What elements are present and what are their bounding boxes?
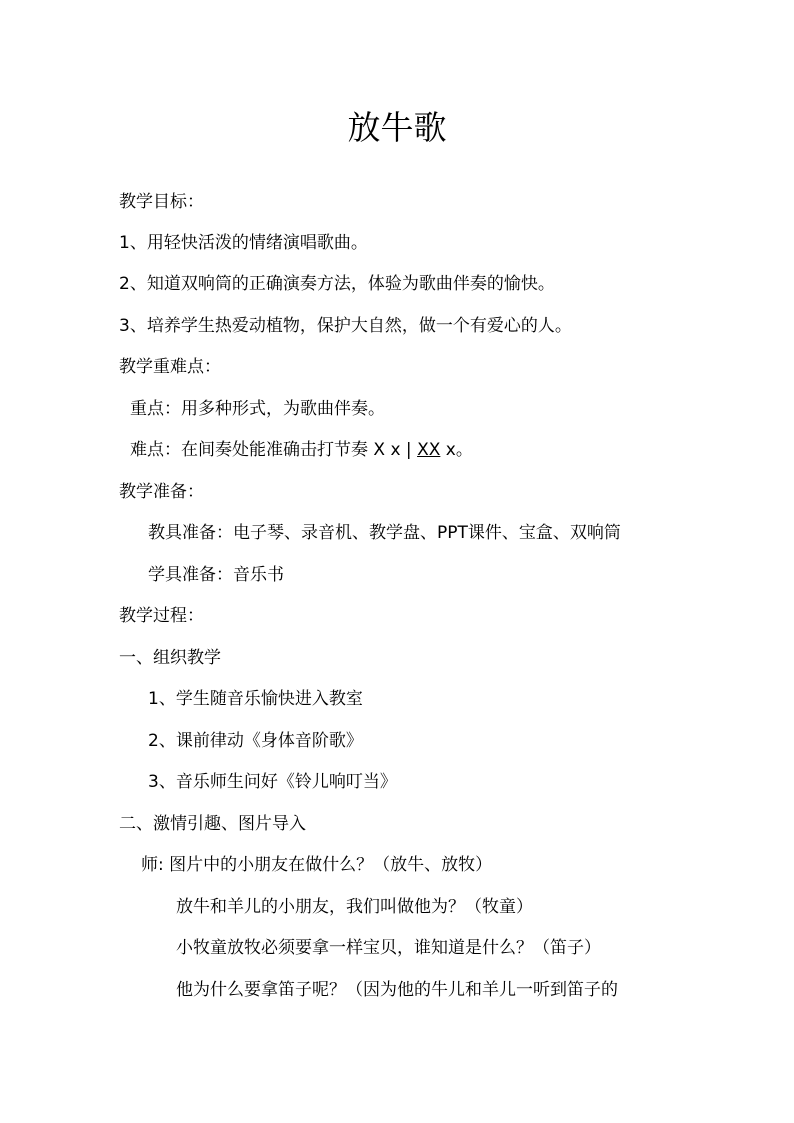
preparation-student-aids: 学具准备：音乐书 <box>148 565 284 585</box>
objective-3: 3、培养学生热爱动植物，保护大自然，做一个有爱心的人。 <box>119 316 572 336</box>
preparation-heading: 教学准备： <box>119 482 204 502</box>
objective-2: 2、知道双响筒的正确演奏方法，体验为歌曲伴奏的愉快。 <box>119 274 555 294</box>
part1-item-2: 2、课前律动《身体音阶歌》 <box>148 731 363 751</box>
process-heading: 教学过程： <box>119 606 204 626</box>
part2-heading: 二、激情引趣、图片导入 <box>119 814 306 834</box>
part1-item-1: 1、学生随音乐愉快进入教室 <box>148 689 363 709</box>
objectives-heading: 教学目标： <box>119 192 204 212</box>
difficulty-underlined-rhythm: XX <box>417 440 441 460</box>
difficulty-suffix: x。 <box>440 440 473 460</box>
part2-teacher-question: 师: 图片中的小朋友在做什么？（放牛、放牧） <box>141 855 493 875</box>
part2-line-1: 放牛和羊儿的小朋友，我们叫做他为？（牧童） <box>176 897 533 917</box>
objective-1: 1、用轻快活泼的情绪演唱歌曲。 <box>119 233 368 253</box>
page-title: 放牛歌 <box>347 108 447 147</box>
part2-line-2: 小牧童放牧必须要拿一样宝贝，谁知道是什么？（笛子） <box>176 938 601 958</box>
difficulty-prefix: 难点：在间奏处能准确击打节奏 X x | <box>130 440 418 460</box>
part1-heading: 一、组织教学 <box>119 648 221 668</box>
key-points-heading: 教学重难点： <box>119 357 221 377</box>
part1-item-3: 3、音乐师生问好《铃儿响叮当》 <box>148 772 397 792</box>
part2-line-3: 他为什么要拿笛子呢？（因为他的牛儿和羊儿一听到笛子的 <box>176 980 618 1000</box>
preparation-teaching-aids: 教具准备：电子琴、录音机、教学盘、PPT课件、宝盒、双响筒 <box>148 523 621 543</box>
difficulty <box>130 438 473 462</box>
key-point: 重点：用多种形式，为歌曲伴奏。 <box>130 399 385 419</box>
